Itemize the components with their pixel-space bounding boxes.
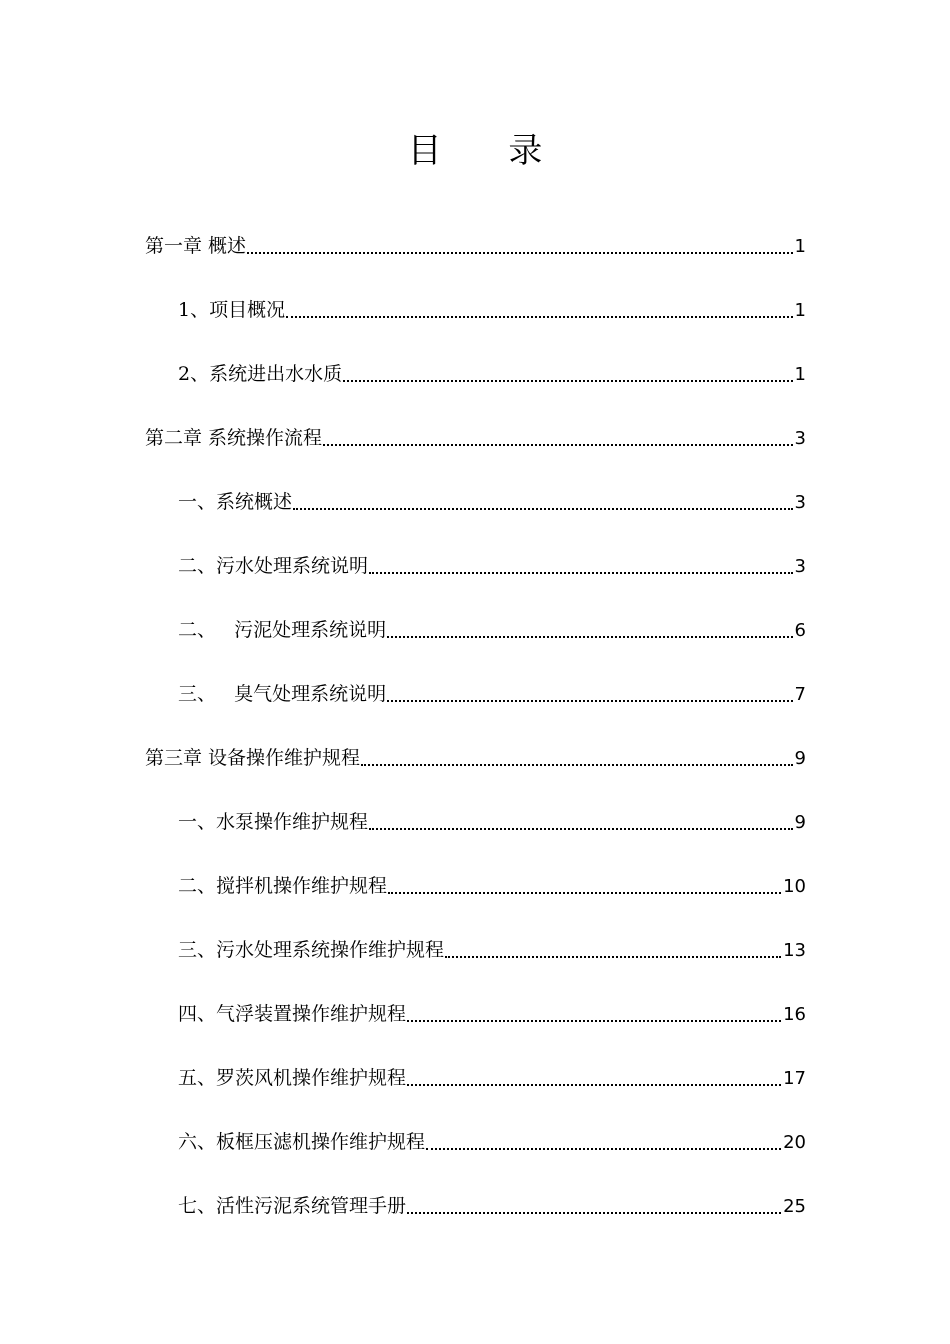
toc-page-number: 10 bbox=[783, 875, 806, 897]
toc-entry-label: 二、搅拌机操作维护规程 bbox=[178, 874, 388, 897]
toc-page-number: 20 bbox=[783, 1131, 806, 1153]
dot-leader bbox=[343, 379, 792, 382]
toc-entry-label: 第一章 概述 bbox=[145, 234, 247, 257]
toc-page-number: 17 bbox=[783, 1067, 806, 1089]
dot-leader bbox=[387, 699, 792, 702]
toc-entry[interactable] bbox=[0, 1174, 950, 1238]
dot-leader bbox=[369, 827, 793, 830]
toc-page-number: 3 bbox=[794, 427, 806, 449]
toc-entry[interactable] bbox=[0, 790, 950, 854]
toc-title: 目 录 bbox=[407, 131, 571, 171]
toc-entry-label: 七、活性污泥系统管理手册 bbox=[178, 1194, 407, 1217]
dot-leader bbox=[293, 507, 793, 510]
toc-entry[interactable] bbox=[0, 726, 950, 790]
toc-page-number: 9 bbox=[794, 747, 806, 769]
toc-entry-label: 四、气浮装置操作维护规程 bbox=[178, 1002, 407, 1025]
toc-page-number: 13 bbox=[783, 939, 806, 961]
dot-leader bbox=[407, 1211, 781, 1214]
toc-page-number: 1 bbox=[794, 363, 806, 385]
toc-entry[interactable] bbox=[0, 406, 950, 470]
toc-entry[interactable] bbox=[0, 342, 950, 406]
toc-entry-label: 2、系统进出水水质 bbox=[178, 362, 343, 385]
toc-page-number: 6 bbox=[794, 619, 806, 641]
toc-entry[interactable] bbox=[0, 918, 950, 982]
toc-entry[interactable] bbox=[0, 470, 950, 534]
table-of-contents bbox=[0, 214, 950, 1238]
dot-leader bbox=[369, 571, 793, 574]
toc-page-number: 25 bbox=[783, 1195, 806, 1217]
toc-page-number: 1 bbox=[794, 299, 806, 321]
toc-entry[interactable] bbox=[0, 534, 950, 598]
dot-leader bbox=[445, 955, 781, 958]
toc-page-number: 3 bbox=[794, 555, 806, 577]
toc-entry[interactable] bbox=[0, 214, 950, 278]
toc-entry-label: 一、水泵操作维护规程 bbox=[178, 810, 369, 833]
dot-leader bbox=[426, 1147, 781, 1150]
dot-leader bbox=[247, 251, 793, 254]
toc-entry[interactable] bbox=[0, 1110, 950, 1174]
toc-entry-label: 三、污水处理系统操作维护规程 bbox=[178, 938, 445, 961]
toc-page-number: 1 bbox=[794, 235, 806, 257]
toc-entry-label: 二、 污泥处理系统说明 bbox=[178, 618, 387, 641]
toc-entry-label: 二、污水处理系统说明 bbox=[178, 554, 369, 577]
toc-entry[interactable] bbox=[0, 1046, 950, 1110]
toc-entry[interactable] bbox=[0, 854, 950, 918]
toc-entry-label: 三、 臭气处理系统说明 bbox=[178, 682, 387, 705]
toc-entry[interactable] bbox=[0, 598, 950, 662]
dot-leader bbox=[407, 1019, 781, 1022]
toc-entry-label: 五、罗茨风机操作维护规程 bbox=[178, 1066, 407, 1089]
toc-entry[interactable] bbox=[0, 278, 950, 342]
dot-leader bbox=[286, 315, 792, 318]
toc-entry-label: 1、项目概况 bbox=[178, 298, 286, 321]
toc-entry-label: 六、板框压滤机操作维护规程 bbox=[178, 1130, 426, 1153]
dot-leader bbox=[361, 763, 793, 766]
toc-entry-label: 一、系统概述 bbox=[178, 490, 293, 513]
dot-leader bbox=[387, 635, 792, 638]
toc-page-number: 3 bbox=[794, 491, 806, 513]
toc-page-number: 7 bbox=[794, 683, 806, 705]
toc-entry-label: 第三章 设备操作维护规程 bbox=[145, 746, 361, 769]
toc-page-number: 16 bbox=[783, 1003, 806, 1025]
dot-leader bbox=[388, 891, 781, 894]
dot-leader bbox=[323, 443, 793, 446]
toc-entry-label: 第二章 系统操作流程 bbox=[145, 426, 323, 449]
dot-leader bbox=[407, 1083, 781, 1086]
toc-entry[interactable] bbox=[0, 662, 950, 726]
toc-entry[interactable] bbox=[0, 982, 950, 1046]
toc-page-number: 9 bbox=[794, 811, 806, 833]
